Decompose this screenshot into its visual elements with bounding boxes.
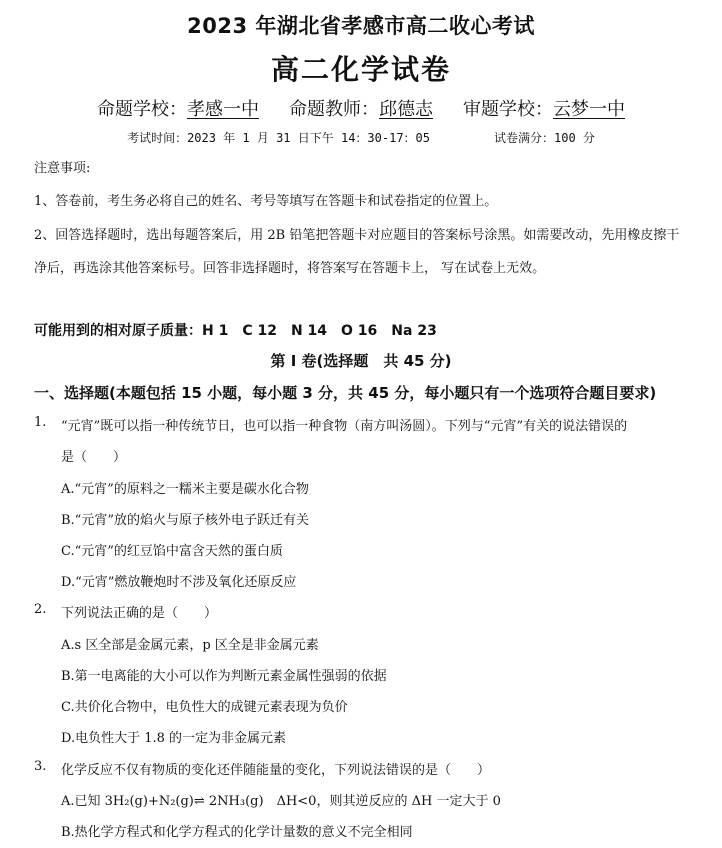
teacher-name: 邱德志 [379,99,433,120]
question-stem: 化学反应不仅有物质的变化还伴随能量的变化，下列说法错误的是（ ） [61,763,491,778]
note-item: 净后，再选涂其他答案标号。回答非选择题时，将答案写在答题卡上， 写在试卷上无效。 [34,261,546,276]
section-title: 第 I 卷(选择题 共 45 分) [270,352,452,370]
option-a: A.“元宵”的原料之一糯米主要是碳水化合物 [61,482,309,497]
question-stem: 下列说法正确的是（ ） [61,606,218,621]
exam-meta [0,129,722,146]
school-name: 孝感一中 [187,99,259,120]
option-c: C.共价化合物中，电负性大的成键元素表现为负价 [61,700,348,715]
question-number: 2. [34,602,47,617]
option-b: B.第一电离能的大小可以作为判断元素金属性强弱的依据 [61,669,387,684]
question-stem: “元宵”既可以指一种传统节日，也可以指一种食物（南方叫汤圆）。下列与“元宵”有关的说法错误的 [61,419,628,434]
teacher-label: 命题教师： [289,99,379,120]
option-b: B.热化学方程式和化学方程式的化学计量数的意义不完全相同 [61,825,413,840]
full-score: 试卷满分：100 分 [494,131,595,145]
option-b: B.“元宵”放的焰火与原子核外电子跃迁有关 [61,513,309,528]
atomic-masses: 可能用到的相对原子质量：H 1 C 12 N 14 O 16 Na 23 [34,323,437,339]
question-stem-cont: 是（ ） [61,450,127,465]
note-item: 2、回答选择题时，选出每题答案后，用 2B 铅笔把答题卡对应题目的答案标号涂黑。如需要改动，先用橡皮擦干 [34,228,680,243]
option-d: D.电负性大于 1.8 的一定为非金属元素 [61,731,287,746]
review-label: 审题学校： [463,99,553,120]
paper-title: 高二化学试卷 [270,53,451,86]
part-title: 一、选择题(本题包括 15 小题，每小题 3 分，共 45 分，每小题只有一个选项符合题目要求) [34,384,657,402]
exam-title: 2023 年湖北省孝感市高二收心考试 [187,14,535,38]
exam-time: 考试时间：2023 年 1 月 31 日下午 14：30-17：05 [127,131,431,145]
author-line [0,95,722,121]
school-label: 命题学校： [97,99,187,120]
question-number: 3. [34,759,47,774]
question-number: 1. [34,415,47,430]
option-a: A.已知 3H₂(g)+N₂(g)⇌ 2NH₃(g) ΔH<0，则其逆反应的 ΔH 一定大于 0 [61,794,501,809]
option-a: A.s 区全部是金属元素，p 区全是非金属元素 [61,638,319,653]
review-school: 云梦一中 [553,99,625,120]
option-c: C.“元宵”的红豆馅中富含天然的蛋白质 [61,544,283,559]
notes-title: 注意事项: [34,161,91,176]
option-d: D.“元宵”燃放鞭炮时不涉及氧化还原反应 [61,575,297,590]
note-item: 1、答卷前，考生务必将自己的姓名、考号等填写在答题卡和试卷指定的位置上。 [34,194,498,209]
